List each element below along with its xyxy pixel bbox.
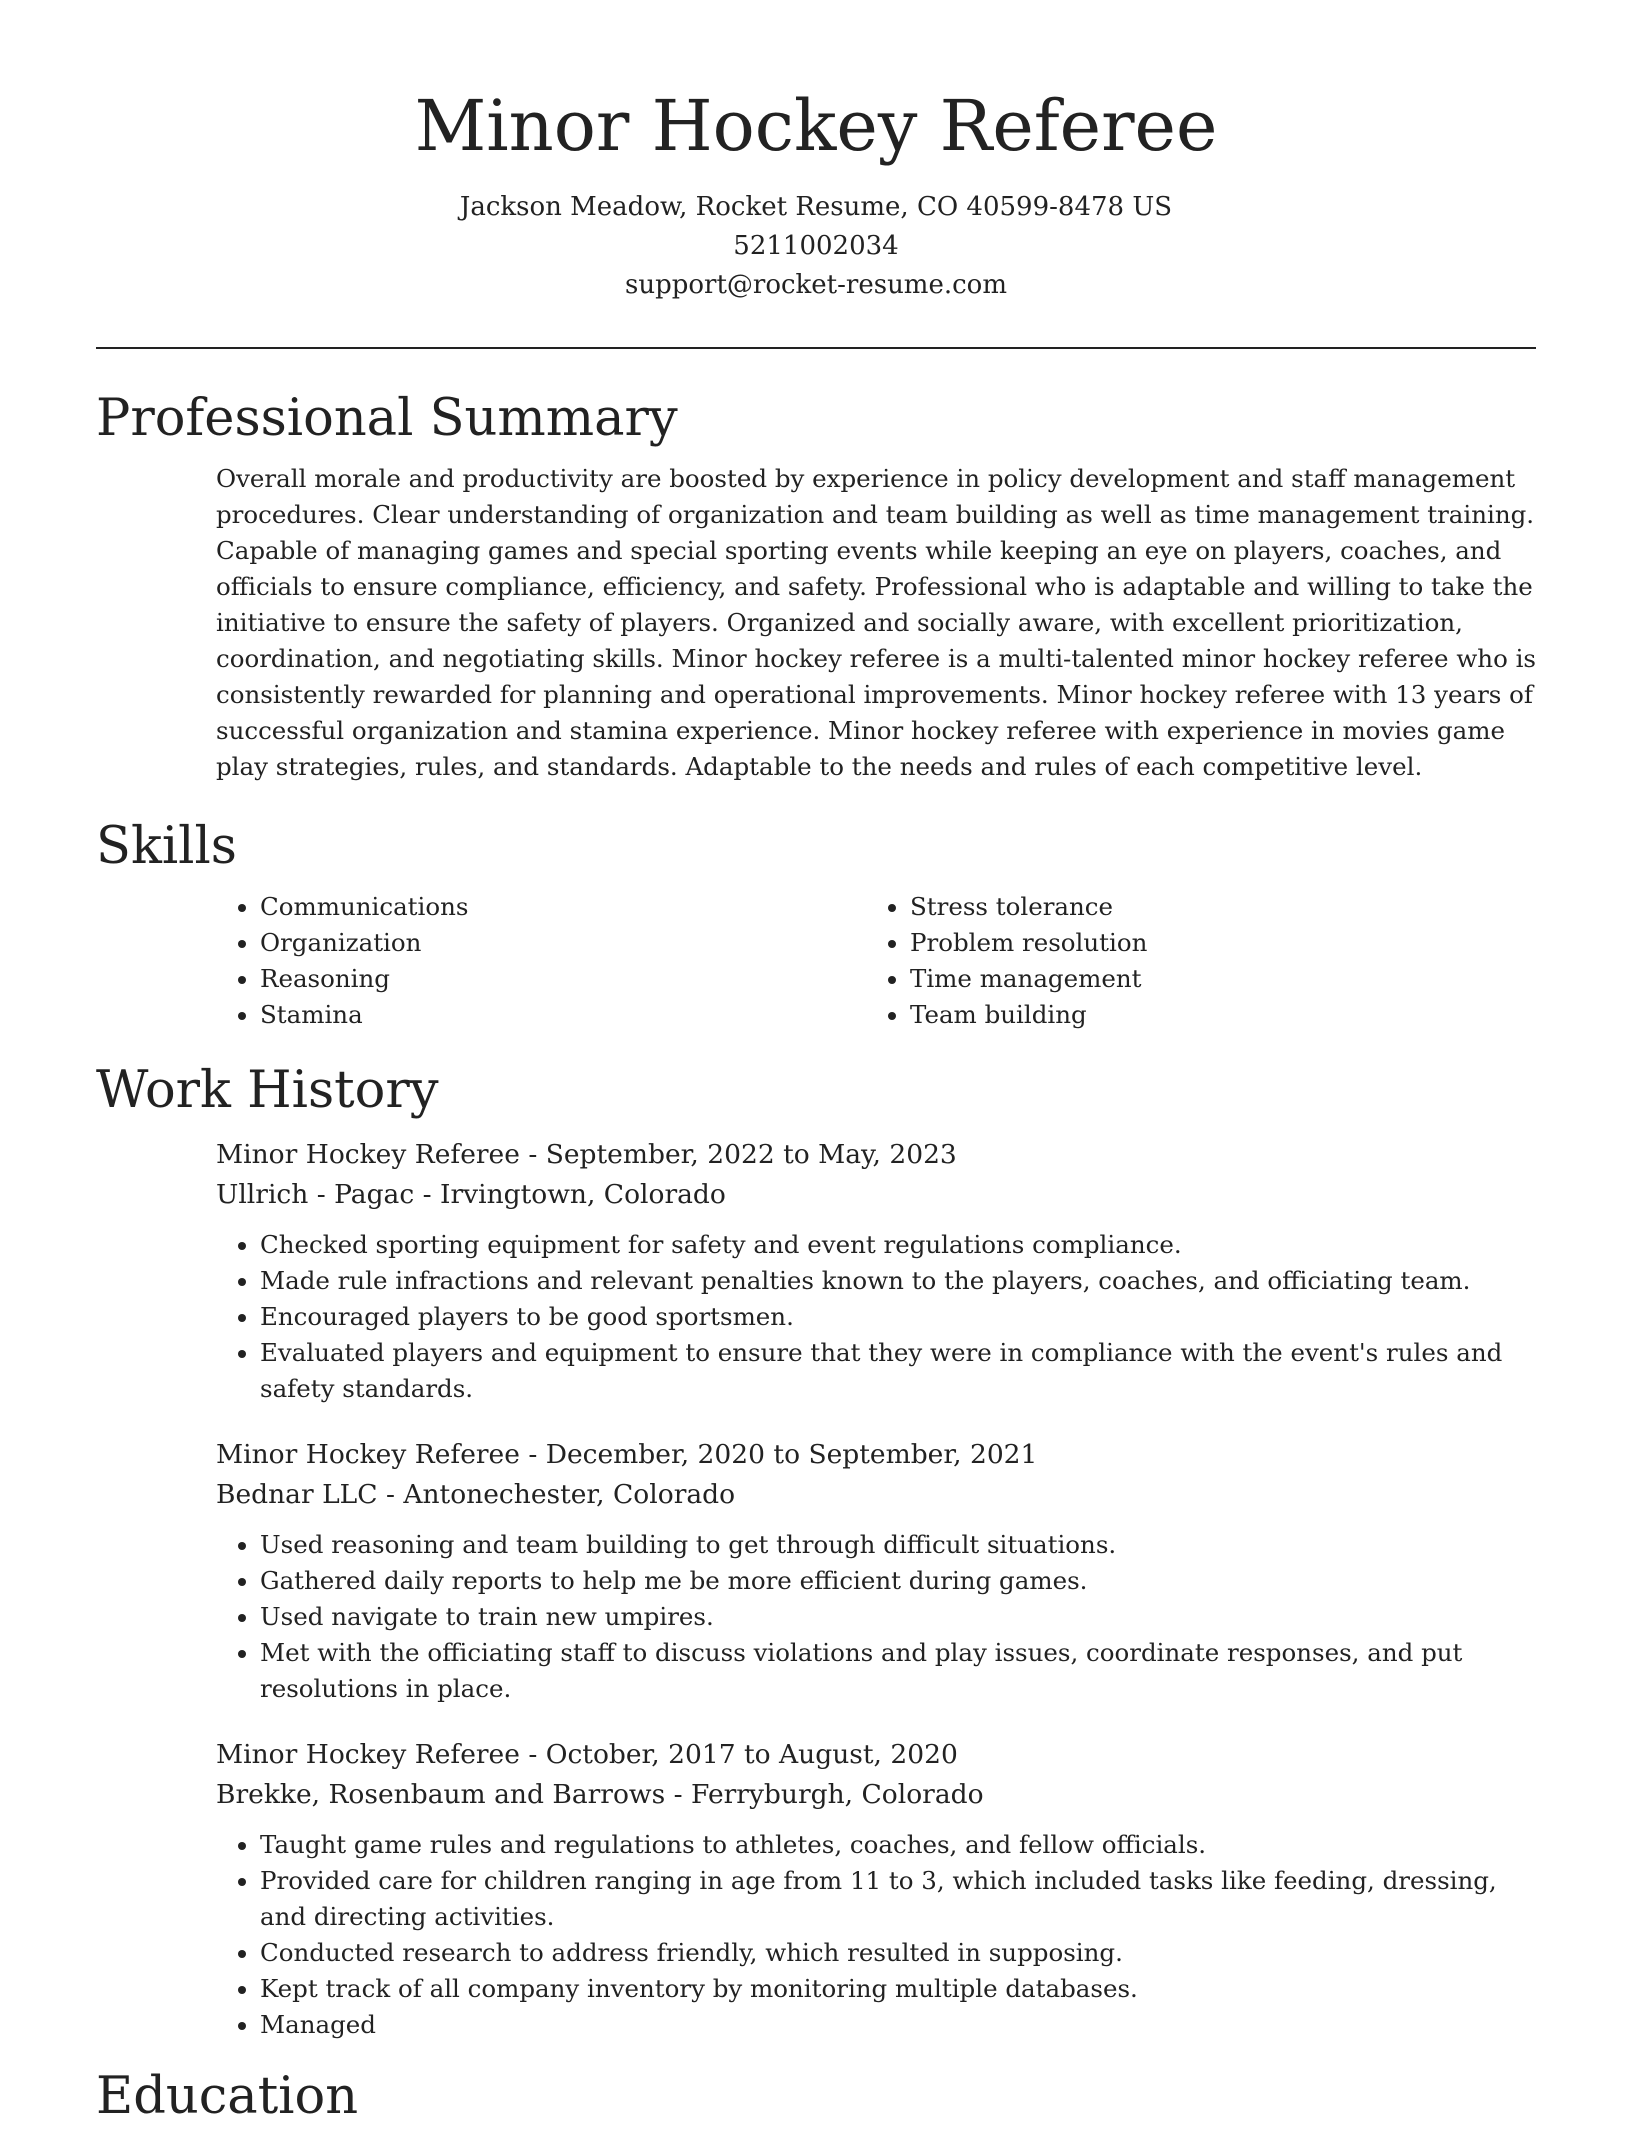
job-bullet: • Met with the officiating staff to discuss violations and play issues, coordinate responses, and put resolutions in place. xyxy=(260,1635,1536,1707)
job-bullets xyxy=(216,1227,1536,1407)
job-entry xyxy=(216,1135,1536,1407)
job-company-location: Bednar LLC - Antonechester, Colorado xyxy=(216,1479,736,1510)
job-title-dates: Minor Hockey Referee - October, 2017 to August, 2020 xyxy=(216,1739,958,1770)
skill-item: • Communications xyxy=(260,889,866,925)
contact-email: support@rocket-resume.com xyxy=(624,270,1007,300)
job-title-dates: Minor Hockey Referee - December, 2020 to September, 2021 xyxy=(216,1439,1038,1470)
contact-address: Jackson Meadow, Rocket Resume, CO 40599-8478 US xyxy=(459,192,1173,222)
resume-page xyxy=(96,0,1536,2129)
job-bullets xyxy=(216,1827,1536,2043)
job-entry xyxy=(216,1435,1536,1707)
skill-item: • Stress tolerance xyxy=(910,889,1516,925)
skill-item: • Problem resolution xyxy=(910,925,1516,961)
skills-list xyxy=(216,889,1536,1033)
education-heading: Education xyxy=(96,2067,359,2126)
skill-item: • Organization xyxy=(260,925,866,961)
summary-heading: Professional Summary xyxy=(96,389,678,448)
skill-item: • Reasoning xyxy=(260,961,866,997)
job-bullet: • Made rule infractions and relevant penalties known to the players, coaches, and officiating team. xyxy=(260,1263,1536,1299)
job-bullet: • Taught game rules and regulations to athletes, coaches, and fellow officials. xyxy=(260,1827,1536,1863)
job-bullet: • Managed xyxy=(260,2007,1536,2043)
job-bullet: • Used navigate to train new umpires. xyxy=(260,1599,1536,1635)
skills-column-right xyxy=(866,889,1516,1033)
job-bullet: • Used reasoning and team building to get through difficult situations. xyxy=(260,1527,1536,1563)
job-bullet: • Encouraged players to be good sportsmen. xyxy=(260,1299,1536,1335)
summary-text: Overall morale and productivity are boosted by experience in policy development and staff management procedures. Clear understanding of organization and team building as well as time management training. Capable of managing games and special sporting events while keeping an eye on players, coaches, and officials to ensure compliance, efficiency, and safety. Professional who is adaptable and willing to take the initiative to ensure the safety of players. Organized and socially aware, with excellent prioritization, coordination, and negotiating skills. Minor hockey referee is a multi-talented minor hockey referee who is consistently rewarded for planning and operational improvements. Minor hockey referee with 13 years of successful organization and stamina experience. Minor hockey referee with experience in movies game play strategies, rules, and standards. Adaptable to the needs and rules of each competitive level. xyxy=(216,464,1537,781)
skill-item: • Time management xyxy=(910,961,1516,997)
job-entry xyxy=(216,1735,1536,2043)
header-divider xyxy=(96,347,1536,349)
job-company-location: Brekke, Rosenbaum and Barrows - Ferryburgh, Colorado xyxy=(216,1779,984,1810)
job-bullets xyxy=(216,1527,1536,1707)
job-bullet: • Checked sporting equipment for safety and event regulations compliance. xyxy=(260,1227,1536,1263)
skills-column-left xyxy=(216,889,866,1033)
job-bullet: • Evaluated players and equipment to ensure that they were in compliance with the event's rules and safety standards. xyxy=(260,1335,1536,1407)
skill-item: • Team building xyxy=(910,997,1516,1033)
job-title-dates: Minor Hockey Referee - September, 2022 to May, 2023 xyxy=(216,1139,957,1170)
resume-header xyxy=(96,0,1536,305)
job-bullet: • Gathered daily reports to help me be more efficient during games. xyxy=(260,1563,1536,1599)
skills-heading: Skills xyxy=(96,817,237,876)
job-bullet: • Kept track of all company inventory by monitoring multiple databases. xyxy=(260,1971,1536,2007)
contact-info xyxy=(96,188,1536,305)
job-bullet: • Conducted research to address friendly, which resulted in supposing. xyxy=(260,1935,1536,1971)
contact-phone: 5211002034 xyxy=(733,231,899,261)
skill-item: • Stamina xyxy=(260,997,866,1033)
work-history-heading: Work History xyxy=(96,1061,439,1120)
job-bullet: • Provided care for children ranging in age from 11 to 3, which included tasks like feeding, dressing, and directing activities. xyxy=(260,1863,1536,1935)
job-company-location: Ullrich - Pagac - Irvingtown, Colorado xyxy=(216,1179,726,1210)
candidate-name: Minor Hockey Referee xyxy=(414,85,1218,167)
